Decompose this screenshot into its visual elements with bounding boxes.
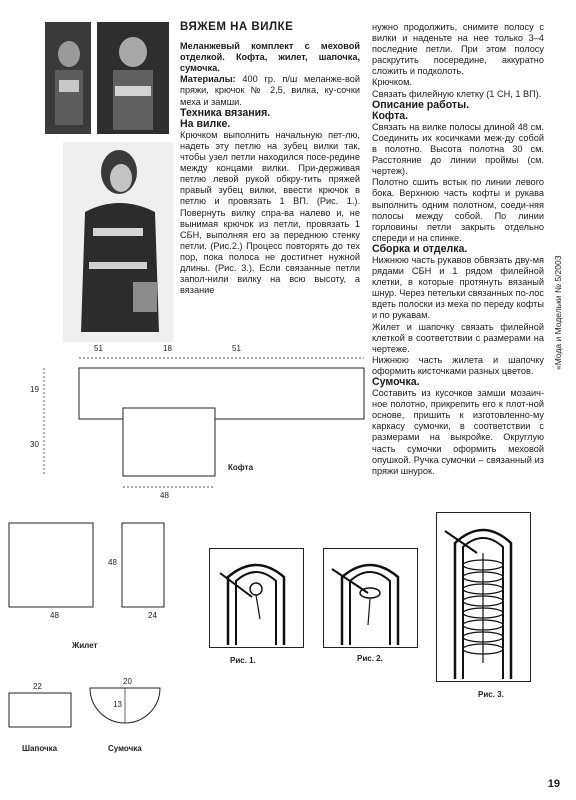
technique-heading: Техника вязания. xyxy=(180,106,271,119)
bag-heading: Сумочка. xyxy=(372,376,420,388)
magazine-sidebar-text: «Мода и Модельки № 5/2003 xyxy=(553,255,563,370)
shapochka-label: Шапочка xyxy=(22,744,58,753)
figure-2 xyxy=(323,548,418,648)
figure-3 xyxy=(436,512,531,682)
materials-label: Материалы: xyxy=(180,74,236,85)
column2-paragraph-2: Крючком. xyxy=(372,77,413,88)
shapochka-rect xyxy=(9,693,71,727)
sumochka-dim-height: 13 xyxy=(113,700,122,709)
page-number: 19 xyxy=(547,778,560,790)
kofta-dim-right: 51 xyxy=(232,344,241,353)
figure-1 xyxy=(209,548,304,648)
materials-text: 400 гр. п/ш меланже-вой пряжи, крючок № 2,5, вилка, ку-сочки меха и замши. xyxy=(180,74,360,107)
assembly-heading: Сборка и отделка. xyxy=(372,242,468,255)
shapochka-dim-width: 22 xyxy=(33,682,42,691)
figure-3-caption: Рис. 3. xyxy=(478,690,504,699)
sumochka-dim-width: 20 xyxy=(123,677,132,686)
article-lead: Меланжевый комплект с меховой отделкой. Кофта, жилет, шапочка, сумочка. xyxy=(180,41,360,74)
zhilet-dim-width-a: 48 xyxy=(50,611,59,620)
column2-paragraph-1: нужно продолжить, снимите полосу с вилки и наденьте на нее только 3–4 последние петли. При этом полосу раскрутить посередине, аккуратно сложить и подколоть. xyxy=(372,22,544,77)
kofta-top-rect xyxy=(79,368,364,419)
figure-2-caption: Рис. 2. xyxy=(357,654,383,663)
column2-paragraph-6: Нижнюю часть рукавов обвязать дву-мя рядами СБН и 1 рядом филейной клетки, в которые протянуть вязаный шнур. Через петельки связанных по-лос вдеть полоски из меха по переду кофты и по рукавам. xyxy=(372,254,544,321)
zhilet-front-rect xyxy=(122,523,164,607)
kofta-body-rect xyxy=(123,408,215,476)
article-title: ВЯЖЕМ НА ВИЛКЕ xyxy=(180,21,294,33)
kofta-dim-width-body: 48 xyxy=(160,491,169,500)
kofta-dim-left: 51 xyxy=(94,344,103,353)
kofta-dim-height-body: 30 xyxy=(30,440,39,449)
column2-paragraph-4: Связать на вилке полосы длиной 48 см. Соединить их косичками меж-ду собой в полотно. Высота полотна 30 см. Расстояние до линии проймы (см. чертеж). xyxy=(372,121,544,177)
column1-paragraph: Крючком выполнить начальную пет-лю, надеть эту петлю на зубец вилки так, чтобы узел петли находился посе-редине между концами вилки. При-держивая петлю левой рукой обкру-тить пряжей правый зубец вилки, ввести крючок в петлю и провязать 1 ВП. (Рис. 1.). Повернуть вилку спра-ва налево и, не вынимая крючок из петли, провязать 1 СБН, выполняя его за переднюю стенку петли. (Рис.2.) Процесс повторять до тех пор, пока полоса не достигнет нужной длины. (Рис. 3.). Если связанные петли запол-нили вилку на всю высоту, а вязание xyxy=(180,129,360,296)
column2-paragraph-7: Жилет и шапочку связать филейной клеткой в соответствии с размерами на чертеже. xyxy=(372,321,544,354)
kofta-label: Кофта xyxy=(228,463,254,472)
column2-paragraph-9: Составить из кусочков замши мозаич-ное полотно, прикрепить его к плот-ной основе, пришить к изготовленно-му каркасу сумочки, в соответствии с размерами на выкройке. Округлую часть сумочки оформить меховой опушкой. Ручка сумочки – связанный из пряжи шнурок. xyxy=(372,388,544,476)
zhilet-back-rect xyxy=(9,523,93,607)
figure-1-caption: Рис. 1. xyxy=(230,656,256,665)
kofta-dim-mid: 18 xyxy=(163,344,172,353)
sumochka-label: Сумочка xyxy=(108,744,142,753)
column2-paragraph-8: Нижнюю часть жилета и шапочку оформить кисточками разных цветов. xyxy=(372,354,544,376)
kofta-dim-height-top: 19 xyxy=(30,385,39,394)
work-heading: Описание работы. xyxy=(372,98,470,111)
column2-paragraph-3: Связать филейную клетку (1 СН, 1 ВП). xyxy=(372,88,542,99)
kofta-heading: Кофта. xyxy=(372,109,409,122)
zhilet-label: Жилет xyxy=(72,641,98,650)
zhilet-dim-width-b: 24 xyxy=(148,611,157,620)
zhilet-dim-height: 48 xyxy=(108,558,117,567)
fork-heading: На вилке. xyxy=(180,117,231,130)
column2-paragraph-5: Полотно сшить встык по линии левого бока. Верхнюю часть кофты и рукава выполнить одним полотном, соеди-няя полосы между собой. По линии горловины петли закрыть отдельно спереди и на спинке. xyxy=(372,177,544,243)
